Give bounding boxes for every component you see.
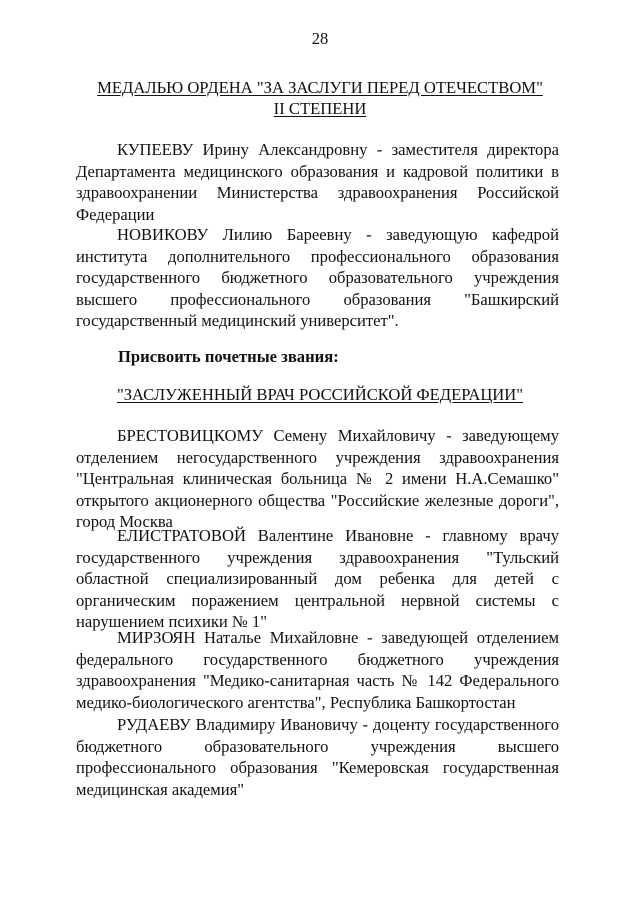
medal-heading-line2: II СТЕПЕНИ [273, 99, 367, 118]
award-paragraph-brestovitsky: БРЕСТОВИЦКОМУ Семену Михайловичу - заведующему отделением негосударственного учреждения здравоохранения "Центральная клиническая больница № 2 имени Н.А.Семашко" открытого акционерного общества "Российские железные дороги", город Москва [76, 426, 559, 532]
page-number: 28 [311, 29, 329, 48]
medal-heading-line1: МЕДАЛЬЮ ОРДЕНА "ЗА ЗАСЛУГИ ПЕРЕД ОТЕЧЕСТВОМ" [97, 78, 543, 97]
award-paragraph-kupeeva: КУПЕЕВУ Ирину Александровну - заместителя директора Департамента медицинского образования и кадровой политики в здравоохранении Министерства здравоохранения Российской Федерации [76, 140, 559, 224]
honored-doctor-heading: "ЗАСЛУЖЕННЫЙ ВРАЧ РОССИЙСКОЙ ФЕДЕРАЦИИ" [116, 385, 524, 404]
assign-titles-line: Присвоить почетные звания: [118, 347, 339, 366]
award-paragraph-mirzoyan: МИРЗОЯН Наталье Михайловне - заведующей отделением федерального государственного бюджетного учреждения здравоохранения "Медико-санитарная часть № 142 Федерального медико-биологического агентства", Республика Башкортостан [76, 628, 559, 712]
award-paragraph-rudaev: РУДАЕВУ Владимиру Ивановичу - доценту государственного бюджетного образовательного учреждения высшего профессионального образования "Кемеровская государственная медицинская академия" [76, 715, 559, 799]
award-paragraph-elistratova: ЕЛИСТРАТОВОЙ Валентине Ивановне - главному врачу государственного учреждения здравоохранения "Тульский областной специализированный дом ребенка для детей с органическим поражением центральной нервной системы с нарушением психики № 1" [76, 526, 559, 632]
award-paragraph-novikova: НОВИКОВУ Лилию Бареевну - заведующую кафедрой института дополнительного профессионального образования государственного бюджетного образовательного учреждения высшего профессионального образования "Башкирский государственный медицинский университет". [76, 225, 559, 331]
